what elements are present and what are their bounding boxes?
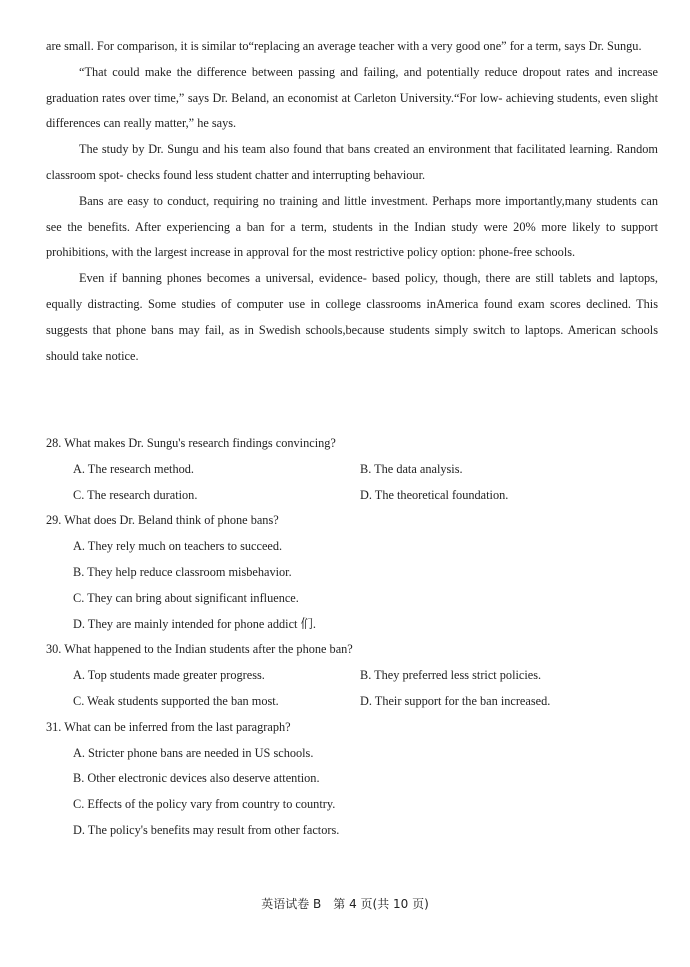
option-a: A. They rely much on teachers to succeed.	[73, 539, 283, 554]
question-29	[46, 508, 658, 637]
passage-paragraph-3: The study by Dr. Sungu and his team also found that bans created an environment that facilitated learning. Random classroom spot- checks found less student chatter and interrupting behaviour.	[46, 142, 658, 182]
option-b: B. They help reduce classroom misbehavior.	[73, 564, 292, 579]
option-a: A. The research method.	[73, 461, 194, 476]
passage-paragraph-1: are small. For comparison, it is similar to“replacing an average teacher with a very good one” for a term, says Dr. Sungu.	[46, 39, 642, 53]
option-b: B. The data analysis.	[360, 461, 463, 476]
question-stem: 31. What can be inferred from the last paragraph?	[46, 719, 291, 734]
question-28	[46, 431, 658, 508]
option-b: B. Other electronic devices also deserve attention.	[73, 771, 320, 786]
option-c: C. They can bring about significant influence.	[73, 590, 299, 605]
option-b: B. They preferred less strict policies.	[360, 668, 542, 683]
question-list	[46, 431, 658, 844]
question-stem: 30. What happened to the Indian students after the phone ban?	[46, 642, 353, 657]
option-c: C. Effects of the policy vary from country to country.	[73, 797, 336, 812]
page-footer: 英语试卷 B 第 4 页(共 10 页)	[261, 897, 429, 911]
option-group	[46, 663, 658, 715]
reading-passage	[46, 34, 658, 369]
option-group	[46, 741, 658, 844]
option-d: D. Their support for the ban increased.	[360, 693, 551, 708]
option-d: D. The policy's benefits may result from other factors.	[73, 822, 340, 837]
option-d: D. The theoretical foundation.	[360, 487, 509, 502]
question-stem: 28. What makes Dr. Sungu's research findings convincing?	[46, 436, 336, 450]
option-c: C. The research duration.	[73, 487, 198, 502]
passage-paragraph-5: Even if banning phones becomes a universal, evidence- based policy, though, there are still tablets and laptops, equally distracting. Some studies of computer use in college classrooms inAmerica found exam scores declined. This suggests that phone bans may fail, as in Swedish schools,because students simply switch to laptops. American schools should take notice.	[46, 271, 658, 363]
option-a: A. Stricter phone bans are needed in US schools.	[73, 745, 314, 760]
question-30	[46, 637, 658, 714]
option-group	[46, 457, 658, 509]
passage-paragraph-4: Bans are easy to conduct, requiring no training and little investment. Perhaps more importantly,many students can see the benefits. After experiencing a ban for a term, students in the Indian study were 20% more likely to support prohibitions, with the largest increase in approval for the most restrictive policy option: phone-free schools.	[46, 193, 658, 260]
option-group	[46, 534, 658, 637]
option-c: C. Weak students supported the ban most.	[73, 693, 279, 708]
passage-paragraph-2: “That could make the difference between passing and failing, and potentially reduce dropout rates and increase graduation rates over time,” says Dr. Beland, an economist at Carleton University.“For low- achieving students, even slight differences can really matter,” he says.	[46, 64, 658, 131]
question-31	[46, 715, 658, 844]
option-a: A. Top students made greater progress.	[73, 668, 265, 683]
option-d: D. They are mainly intended for phone addict 们.	[73, 616, 316, 631]
question-stem: 29. What does Dr. Beland think of phone bans?	[46, 513, 279, 528]
